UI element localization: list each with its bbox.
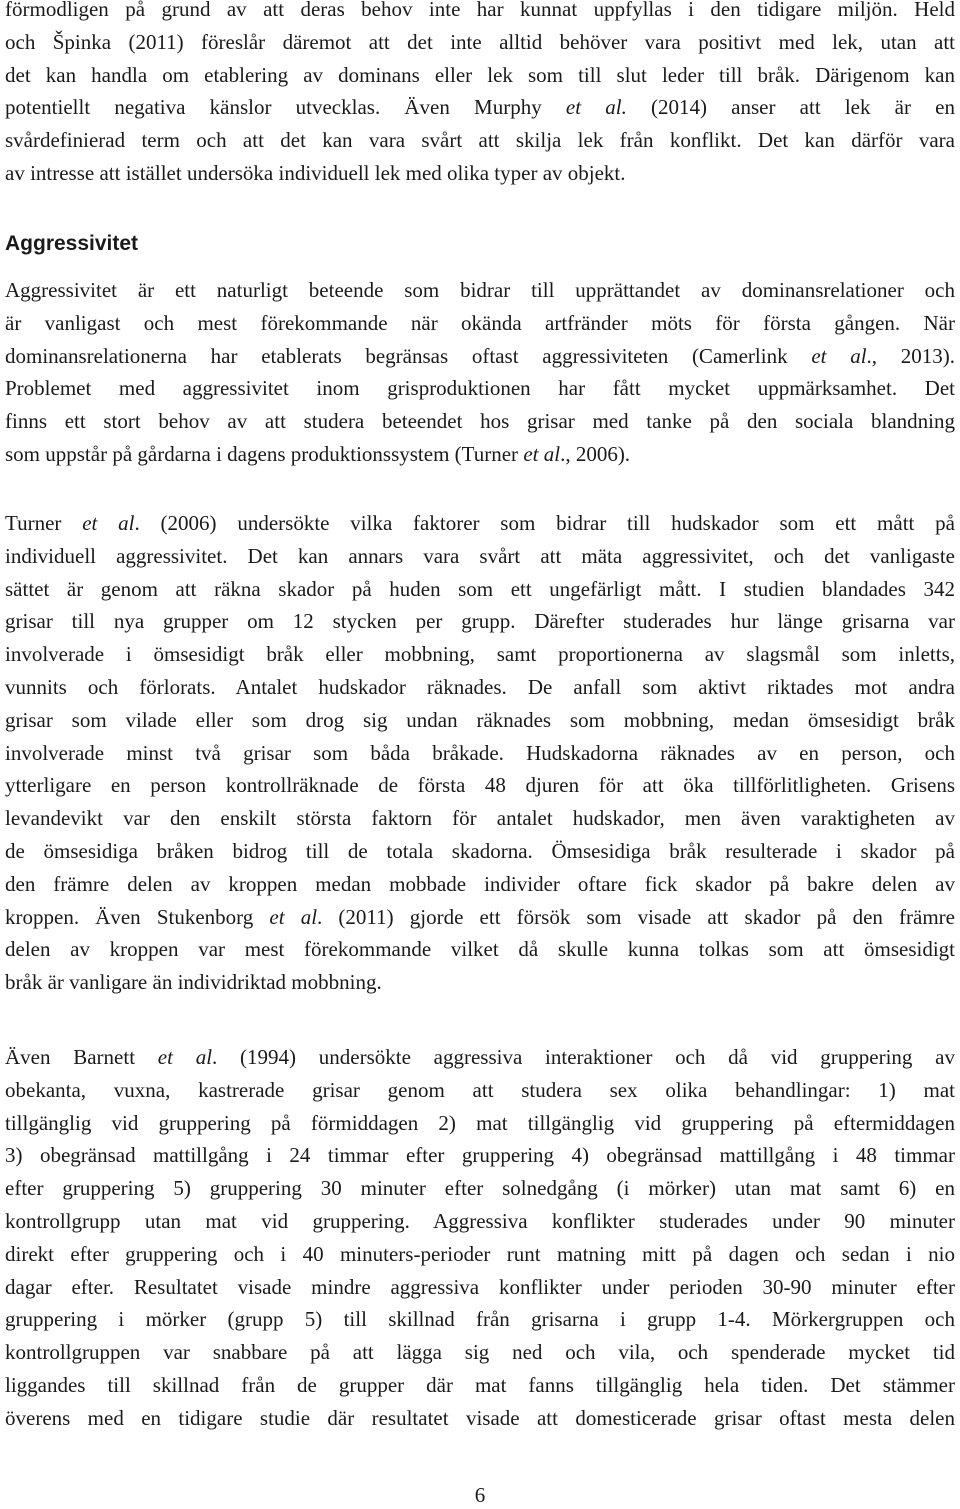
text-line: gruppering i mörker (grupp 5) till skillnad från grisarna i grupp 1-4. Mörkergruppen och (5, 1307, 955, 1332)
citation-etal: et al (811, 343, 867, 368)
citation-etal: et al (82, 511, 135, 535)
text-line: levandevikt var den enskilt största faktorn för antalet hudskador, men även varaktigheten av (5, 806, 955, 831)
text-line: är vanligast och mest förekommande när okända artfränder möts för första gången. När (5, 310, 955, 335)
text-line: den främre delen av kroppen medan mobbade individer oftare fick skador på bakre delen av (5, 871, 955, 896)
text-line: dagar efter. Resultatet visade mindre aggressiva konflikter under perioden 30-90 minuter efter (5, 1274, 955, 1299)
text-line: förmodligen på grund av att deras behov inte har kunnat uppfyllas i den tidigare miljön. Held (5, 0, 955, 21)
text-line: de ömsesidiga bråken bidrog till de totala skadorna. Ömsesidiga bråk resulterade i skador på (5, 838, 955, 863)
text-line: tillgänglig vid gruppering på förmiddagen 2) mat tillgänglig vid gruppering på eftermiddagen (5, 1110, 955, 1135)
text-line: dominansrelationerna har etablerats begränsas oftast aggressiviteten (Camerlink et al., 2013). (5, 343, 955, 368)
text-line: bråk är vanligare än individriktad mobbning. (5, 970, 382, 995)
text-line: och Špinka (2011) föreslår däremot att det inte alltid behöver vara positivt med lek, utan att (5, 29, 955, 54)
paragraph-aggressivitet-intro (5, 274, 955, 471)
text-line: kontrollgruppen var snabbare på att lägga sig ned och vila, och spenderade mycket tid (5, 1340, 955, 1365)
text-line: kroppen. Även Stukenborg et al. (2011) gjorde ett försök som visade att skador på den främre (5, 904, 955, 929)
text-line: delen av kroppen var mest förekommande vilket då skulle kunna tolkas som att ömsesidigt (5, 937, 955, 962)
paragraph-lek-konflikt (5, 0, 955, 190)
text-line: vunnits och förlorats. Antalet hudskador räknades. De anfall som aktivt riktades mot andra (5, 674, 955, 699)
text-line: svårdefinierad term och att det kan vara svårt att skilja lek från konflikt. Det kan därför vara (5, 128, 955, 153)
text-line: kontrollgrupp utan mat vid gruppering. Aggressiva konflikter studerades under 90 minuter (5, 1208, 955, 1233)
text-line: Turner et al. (2006) undersökte vilka faktorer som bidrar till hudskador som ett mått på (5, 511, 955, 535)
text-line: involverade i ömsesidigt bråk eller mobbning, samt proportionerna av slagsmål som inletts, (5, 642, 955, 667)
text-line: sättet är genom att räkna skador på huden som ett ungefärligt mått. I studien blandades 342 (5, 576, 955, 601)
section-heading: Aggressivitet (5, 232, 139, 255)
text-line: ytterligare en person kontrollräknade de första 48 djuren för att öka tillförlitligheten. Grisens (5, 773, 955, 798)
text-line: efter gruppering 5) gruppering 30 minuter efter solnedgång (i mörker) utan mat samt 6) en (5, 1176, 955, 1201)
text-line: av intresse att istället undersöka individuell lek med olika typer av objekt. (5, 160, 626, 185)
citation-etal: et al (157, 1045, 213, 1069)
text-line: finns ett stort behov av att studera beteendet hos grisar med tanke på den sociala blandning (5, 409, 955, 434)
text-line: grisar som vilade eller som drog sig undan räknades som mobbning, medan ömsesidigt bråk (5, 707, 955, 732)
citation-etal: et al (523, 441, 561, 466)
page-number: 6 (474, 1483, 486, 1507)
citation-etal: et al (269, 904, 318, 929)
text-line: direkt efter gruppering och i 40 minuters-perioder runt matning mitt på dagen och sedan i nio (5, 1241, 955, 1266)
citation-etal: et al. (565, 95, 627, 120)
text-line: involverade minst två grisar som båda bråkade. Hudskadorna räknades av en person, och (5, 740, 955, 765)
text-line: individuell aggressivitet. Det kan annars vara svårt att mäta aggressivitet, och det vanligaste (5, 543, 955, 568)
text-line: obekanta, vuxna, kastrerade grisar genom att studera sex olika behandlingar: 1) mat (5, 1077, 955, 1102)
text-line: Även Barnett et al. (1994) undersökte aggressiva interaktioner och då vid gruppering av (5, 1045, 955, 1069)
text-line: Aggressivitet är ett naturligt beteende som bidrar till upprättandet av dominansrelationer och (5, 278, 955, 302)
paragraph-turner-study (5, 507, 955, 999)
text-line: det kan handla om etablering av dominans eller lek som till slut leder till bråk. Därigenom kan (5, 62, 955, 87)
text-line: överens med en tidigare studie där resultatet visade att domesticerade grisar oftast mesta delen (5, 1405, 955, 1430)
text-line: Problemet med aggressivitet inom grisproduktionen har fått mycket uppmärksamhet. Det (5, 376, 955, 401)
text-line: potentiellt negativa känslor utvecklas. Även Murphy et al. (2014) anser att lek är en (5, 95, 955, 120)
text-line: 3) obegränsad mattillgång i 24 timmar efter gruppering 4) obegränsad mattillgång i 48 timmar (5, 1143, 955, 1168)
text-line: grisar till nya grupper om 12 stycken per grupp. Därefter studerades hur länge grisarna var (5, 609, 955, 634)
text-line: liggandes till skillnad från de grupper där mat fanns tillgänglig hela tiden. Det stämmer (5, 1372, 955, 1397)
text-line: som uppstår på gårdarna i dagens produktionssystem (Turner et al., 2006). (5, 441, 631, 466)
paragraph-barnett-study (5, 1041, 955, 1435)
